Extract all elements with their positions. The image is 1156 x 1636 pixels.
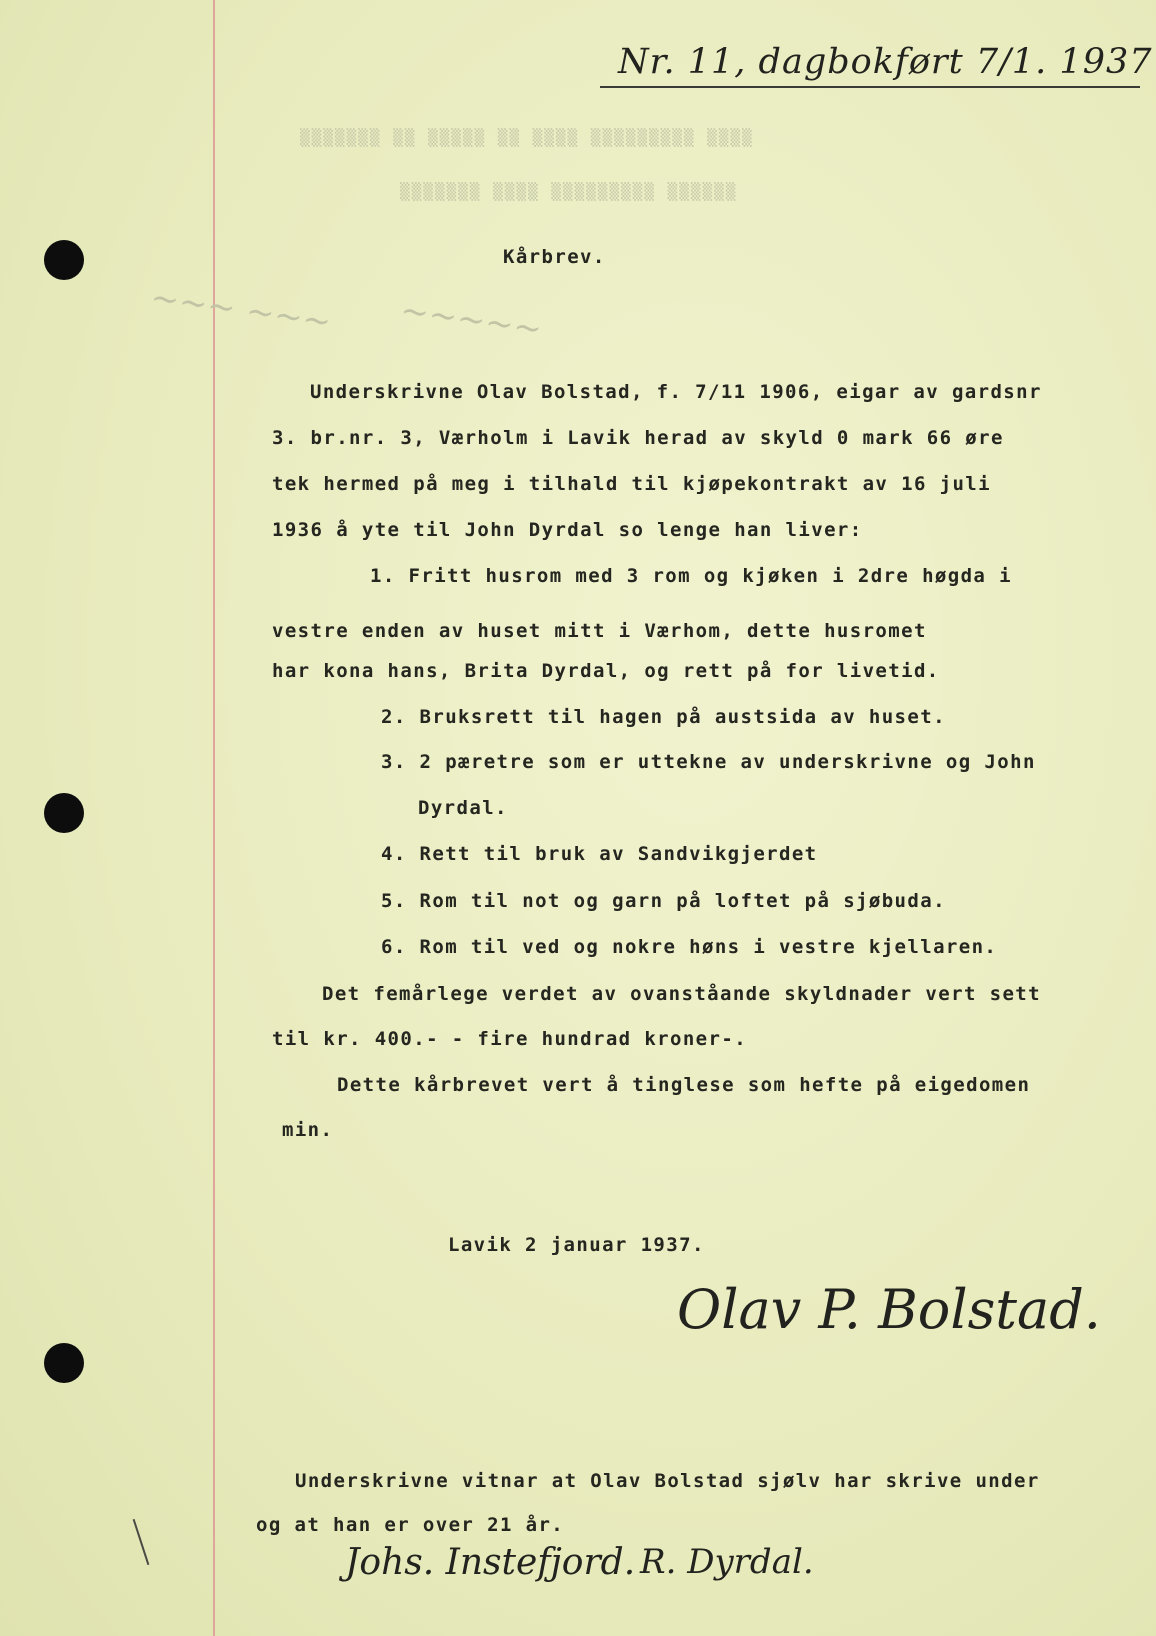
- bleed-through-mark: ▒▒▒▒▒▒▒ ▒▒▒▒ ▒▒▒▒▒▒▒▒▒ ▒▒▒▒▒▒: [400, 182, 738, 201]
- list-item: har kona hans, Brita Dyrdal, og rett på for livetid.: [272, 660, 940, 682]
- paragraph-line: min.: [282, 1119, 334, 1141]
- list-item: vestre enden av huset mitt i Værhom, dette husromet: [272, 620, 927, 642]
- witness-signature: R. Dyrdal.: [640, 1542, 814, 1582]
- signature: Olav P. Bolstad.: [677, 1278, 1101, 1341]
- list-item: 3. 2 pæretre som er uttekne av underskrivne og John: [381, 751, 1036, 773]
- list-item: Dyrdal.: [418, 797, 508, 819]
- paragraph-line: til kr. 400.- - fire hundrad kroner-.: [272, 1028, 748, 1050]
- paragraph-line: Dette kårbrevet vert å tinglese som hefte på eigedomen: [337, 1074, 1031, 1096]
- pencil-mark: ~~~ ~~~: [148, 277, 334, 343]
- paragraph-line: Underskrivne Olav Bolstad, f. 7/11 1906, eigar av gardsnr: [310, 381, 1042, 403]
- punch-hole-bottom: [44, 1343, 84, 1383]
- witness-line: Underskrivne vitnar at Olav Bolstad sjølv har skrive under: [295, 1470, 1040, 1492]
- witness-line: og at han er over 21 år.: [256, 1514, 565, 1536]
- punch-hole-top: [44, 240, 84, 280]
- margin-line: [213, 0, 215, 1636]
- pencil-tick: [133, 1519, 150, 1565]
- pencil-mark: ~~~~~: [397, 290, 545, 350]
- paragraph-line: 3. br.nr. 3, Værholm i Lavik herad av skyld 0 mark 66 øre: [272, 427, 1004, 449]
- registration-note: Nr. 11, dagbokført 7/1. 1937: [618, 42, 1153, 82]
- list-item: 2. Bruksrett til hagen på austsida av huset.: [381, 706, 946, 728]
- list-item: 5. Rom til not og garn på loftet på sjøbuda.: [381, 890, 946, 912]
- bleed-through-mark: ▒▒▒▒▒▒▒ ▒▒ ▒▒▒▒▒ ▒▒ ▒▒▒▒ ▒▒▒▒▒▒▒▒▒ ▒▒▒▒: [300, 128, 754, 147]
- paragraph-line: 1936 å yte til John Dyrdal so lenge han liver:: [272, 519, 863, 541]
- punch-hole-middle: [44, 793, 84, 833]
- list-item: 1. Fritt husrom med 3 rom og kjøken i 2dre høgda i: [370, 565, 1012, 587]
- list-item: 4. Rett til bruk av Sandvikgjerdet: [381, 843, 818, 865]
- list-item: 6. Rom til ved og nokre høns i vestre kjellaren.: [381, 936, 998, 958]
- header-rule: [600, 86, 1140, 88]
- document-title: Kårbrev.: [503, 246, 606, 268]
- witness-signature: Johs. Instefjord.: [345, 1542, 636, 1583]
- paragraph-line: tek hermed på meg i tilhald til kjøpekontrakt av 16 juli: [272, 473, 991, 495]
- paragraph-line: Det femårlege verdet av ovanståande skyldnader vert sett: [322, 983, 1041, 1005]
- place-date: Lavik 2 januar 1937.: [448, 1234, 705, 1256]
